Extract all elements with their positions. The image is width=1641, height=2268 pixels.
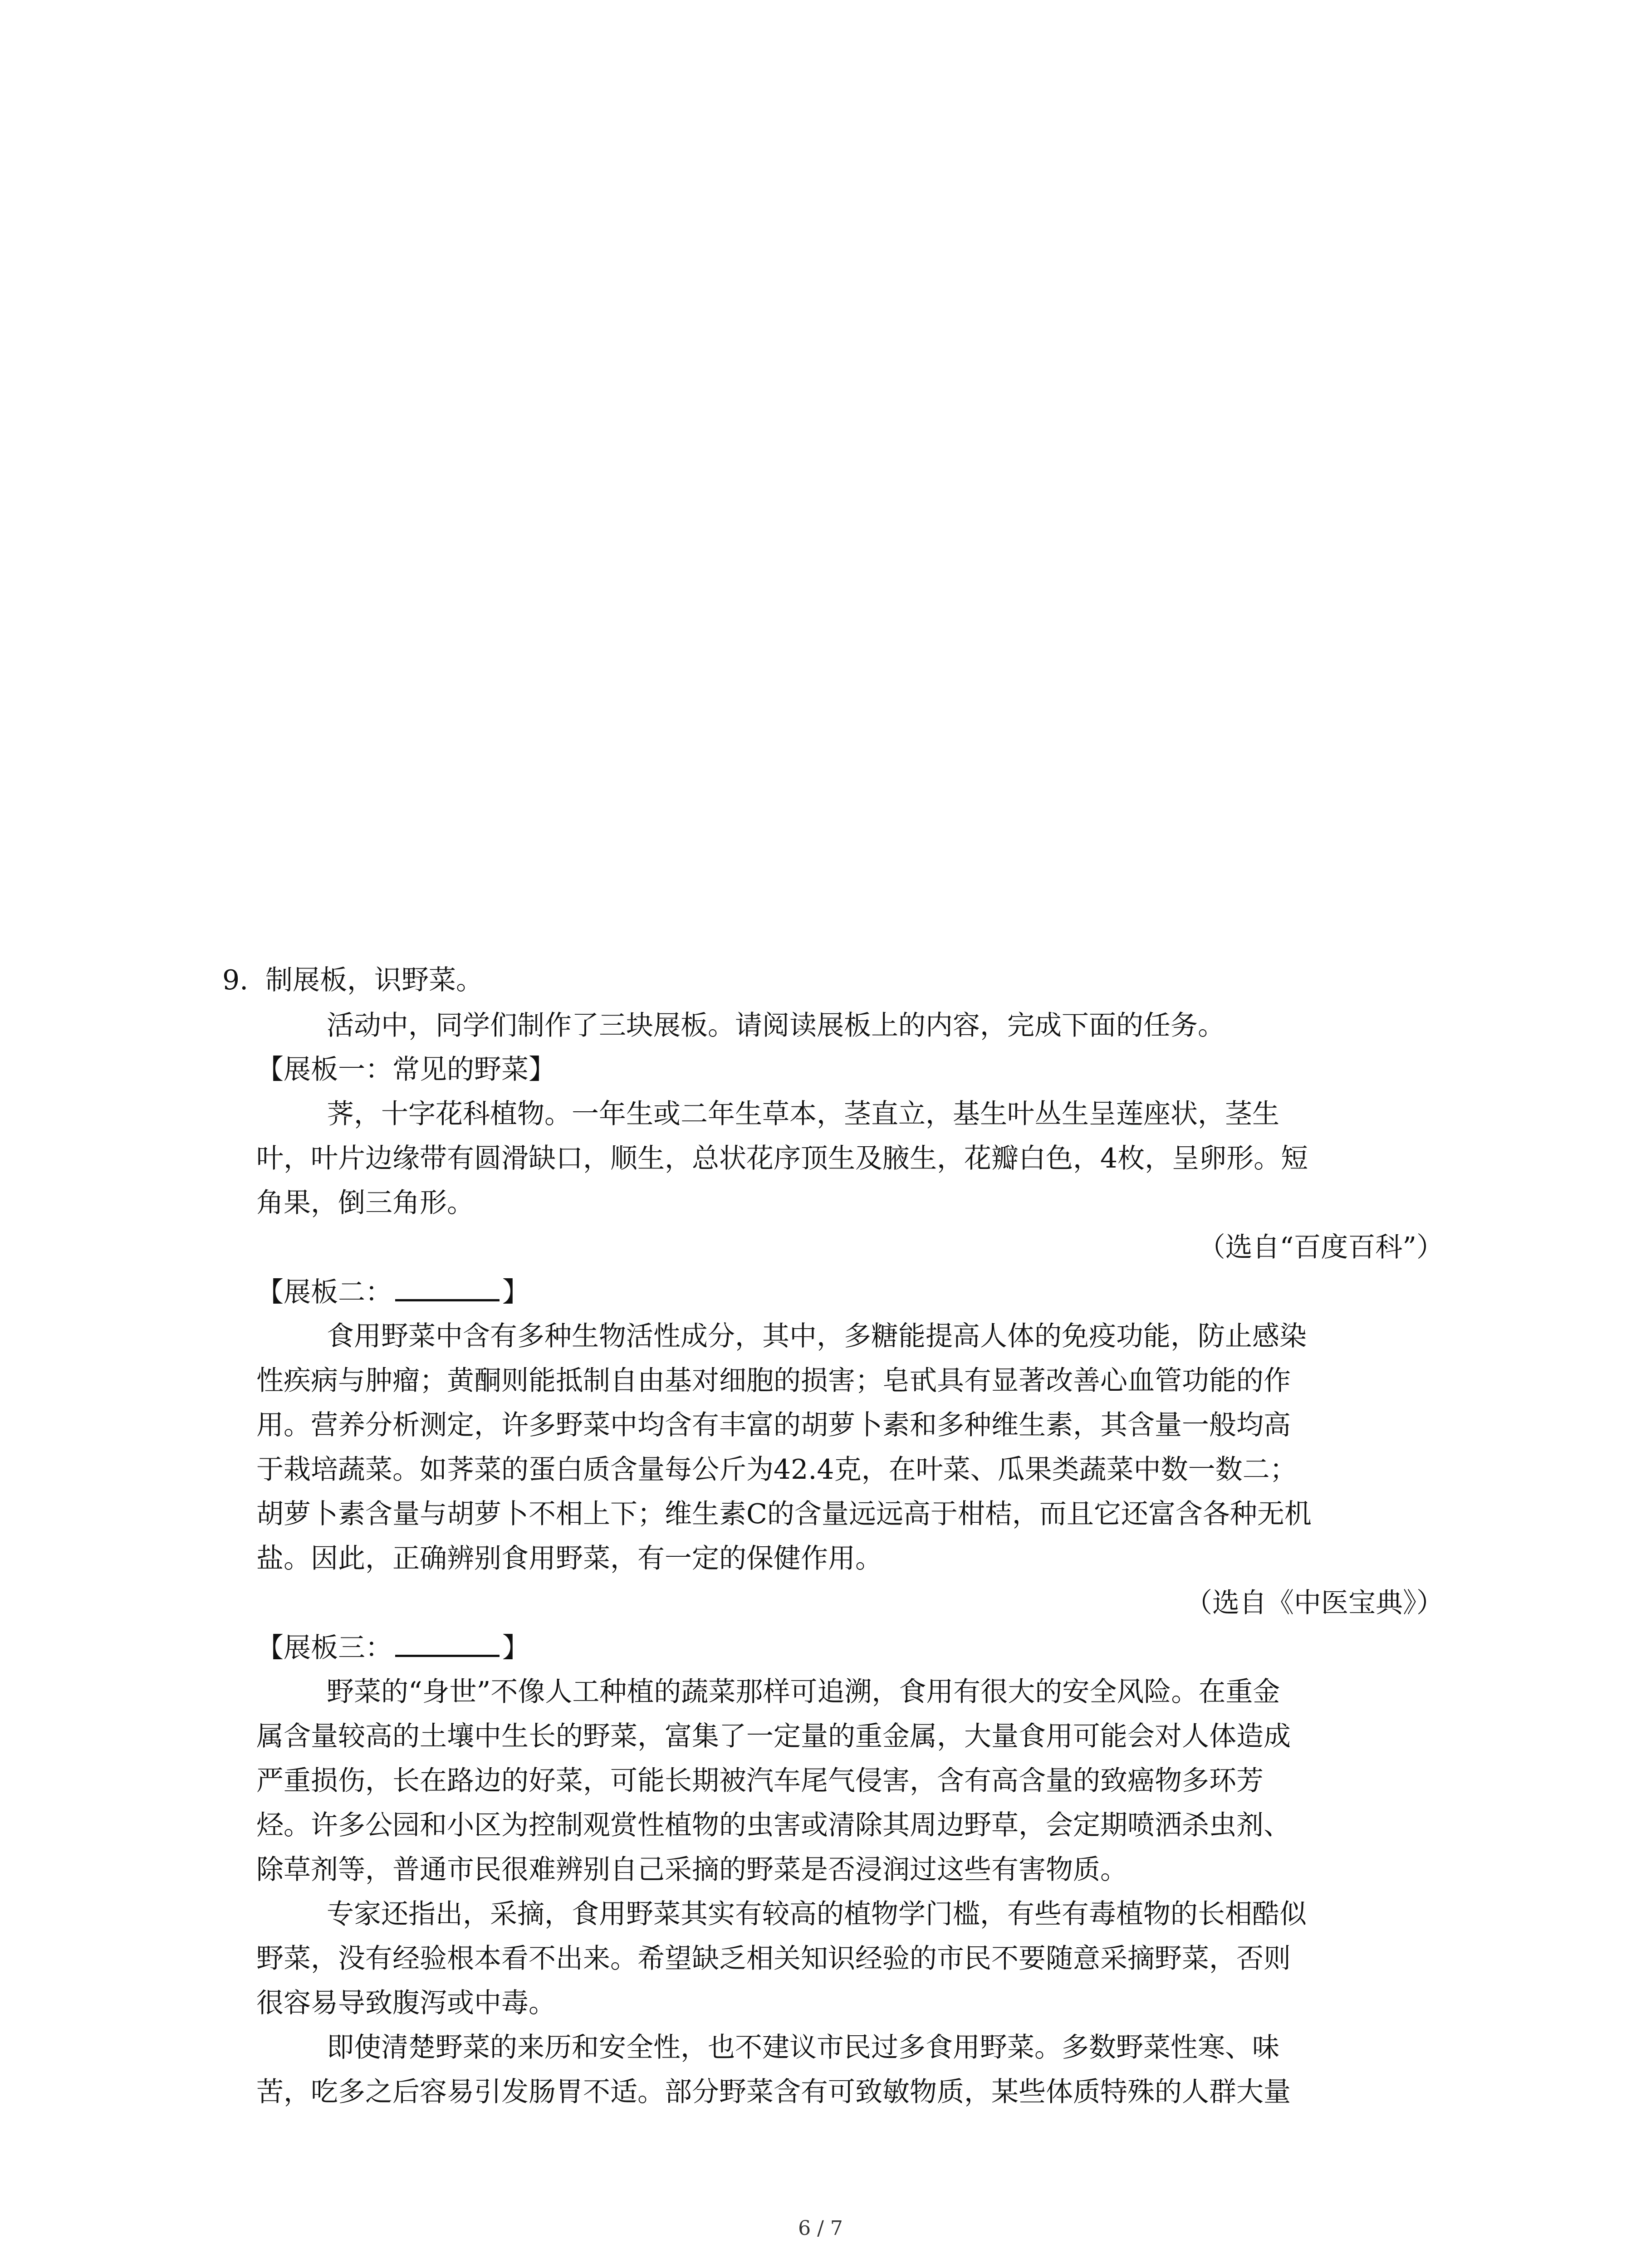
- board3-paragraph-line: 野菜的“身世”不像人工种植的蔬菜那样可追溯，食用有很大的安全风险。在重金: [327, 1676, 1280, 1708]
- board1-paragraph-line: 荠，十字花科植物。一年生或二年生草本，茎直立，基生叶丛生呈莲座状，茎生: [327, 1098, 1279, 1130]
- board1-source: （选自“百度百科”）: [1198, 1232, 1444, 1263]
- board3-paragraph-line: 即使清楚野菜的来历和安全性，也不建议市民过多食用野菜。多数野菜性寒、味: [327, 2032, 1279, 2063]
- board3-heading-left: 【展板三：: [256, 1632, 392, 1664]
- board3-heading: [256, 1631, 529, 1664]
- board2-paragraph-line: 食用野菜中含有多种生物活性成分，其中，多糖能提高人体的免疫功能，防止感染: [327, 1320, 1307, 1352]
- board2-paragraph-line: 盐。因此，正确辨别食用野菜，有一定的保健作用。: [256, 1543, 882, 1574]
- board3-paragraph-line: 除草剂等，普通市民很难辨别自己采摘的野菜是否浸润过这些有害物质。: [256, 1854, 1127, 1886]
- board3-title-blank[interactable]: [395, 1631, 500, 1657]
- board3-paragraph-line: 野菜，没有经验根本看不出来。希望缺乏相关知识经验的市民不要随意采摘野菜，否则: [256, 1943, 1291, 1975]
- page-number: 6 / 7: [798, 2217, 843, 2240]
- board2-heading-right: 】: [502, 1276, 529, 1308]
- question-number: 9.: [222, 964, 249, 996]
- board3-paragraph-line: 很容易导致腹泻或中毒。: [256, 1987, 556, 2019]
- board2-source: （选自《中医宝典》）: [1185, 1587, 1444, 1619]
- board2-paragraph-line: 于栽培蔬菜。如荠菜的蛋白质含量每公斤为42.4克，在叶菜、瓜果类蔬菜中数一数二；: [256, 1454, 1297, 1486]
- board2-heading: [256, 1276, 529, 1309]
- board1-paragraph-line: 角果，倒三角形。: [256, 1187, 474, 1219]
- board2-title-blank[interactable]: [395, 1276, 500, 1301]
- board3-paragraph-line: 苦，吃多之后容易引发肠胃不适。部分野菜含有可致敏物质，某些体质特殊的人群大量: [256, 2076, 1291, 2108]
- board3-heading-right: 】: [502, 1632, 529, 1664]
- board3-paragraph-line: 专家还指出，采摘，食用野菜其实有较高的植物学门槛，有些有毒植物的长相酷似: [327, 1898, 1307, 1930]
- board3-paragraph-line: 严重损伤，长在路边的好菜，可能长期被汽车尾气侵害，含有高含量的致癌物多环芳: [256, 1765, 1264, 1797]
- question-title: 制展板，识野菜。: [265, 964, 483, 996]
- board3-paragraph-line: 属含量较高的土壤中生长的野菜，富集了一定量的重金属，大量食用可能会对人体造成: [256, 1721, 1291, 1752]
- board2-heading-left: 【展板二：: [256, 1276, 392, 1308]
- board2-paragraph-line: 性疾病与肿瘤；黄酮则能抵制自由基对细胞的损害；皂甙具有显著改善心血管功能的作: [256, 1365, 1291, 1397]
- board1-paragraph-line: 叶，叶片边缘带有圆滑缺口，顺生，总状花序顶生及腋生，花瓣白色，4枚，呈卵形。短: [256, 1143, 1308, 1174]
- question-intro: 活动中，同学们制作了三块展板。请阅读展板上的内容，完成下面的任务。: [327, 1010, 1225, 1041]
- board2-paragraph-line: 用。营养分析测定，许多野菜中均含有丰富的胡萝卜素和多种维生素，其含量一般均高: [256, 1409, 1291, 1441]
- board3-paragraph-line: 烃。许多公园和小区为控制观赏性植物的虫害或清除其周边野草，会定期喷洒杀虫剂、: [256, 1809, 1291, 1841]
- board1-heading: 【展板一：常见的野菜】: [256, 1054, 556, 1085]
- board2-paragraph-line: 胡萝卜素含量与胡萝卜不相上下；维生素C的含量远远高于柑桔，而且它还富含各种无机: [256, 1498, 1312, 1530]
